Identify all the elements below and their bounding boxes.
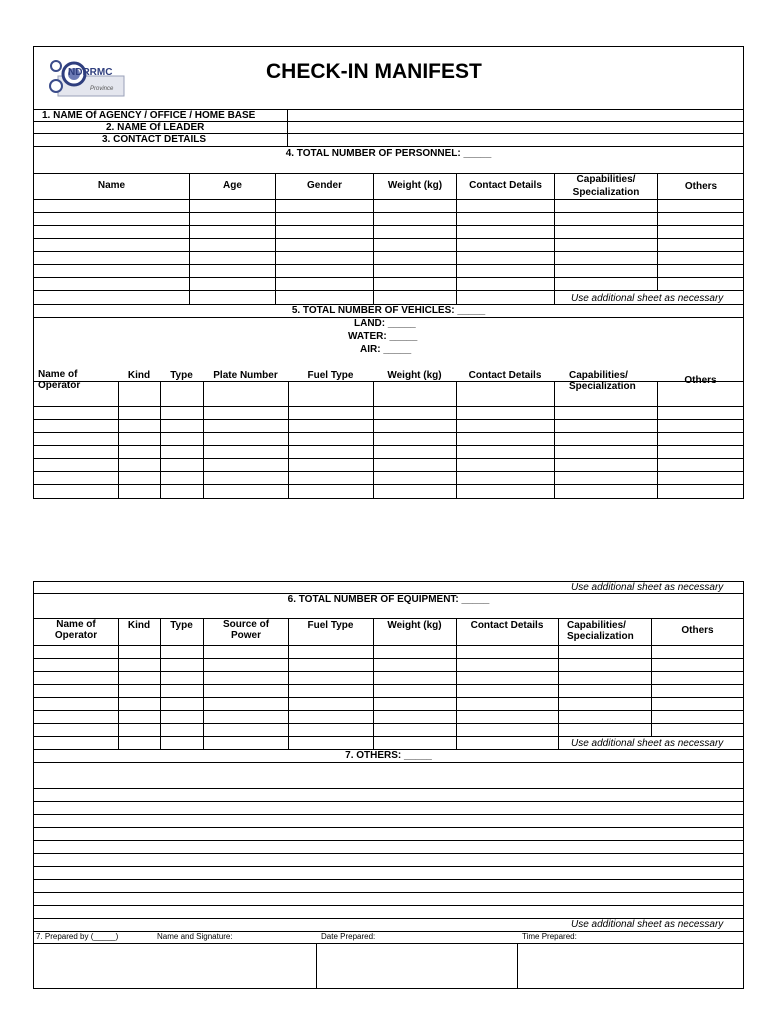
col-header-contact: Contact Details [469, 180, 542, 191]
veh-col-weight: Weight (kg) [387, 370, 442, 381]
eq-col-others: Others [681, 625, 714, 636]
name-signature-field[interactable] [34, 944, 316, 988]
col-header-gender: Gender [306, 180, 342, 191]
eq-col-capabilities: Capabilities/ Specialization [567, 620, 634, 642]
col-header-weight: Weight (kg) [387, 180, 443, 191]
veh-col-plate: Plate Number [213, 370, 278, 381]
land-label: LAND: _____ [354, 318, 416, 329]
veh-col-type: Type [170, 370, 193, 381]
leader-field[interactable] [288, 122, 743, 133]
eq-col-source-power: Source of Power [222, 619, 270, 641]
date-prepared-label: Date Prepared: [321, 932, 376, 941]
eq-col-kind: Kind [127, 620, 151, 631]
equipment-note: Use additional sheet as necessary [571, 738, 724, 749]
water-label: WATER: _____ [348, 331, 418, 342]
veh-col-contact: Contact Details [468, 370, 542, 381]
time-prepared-label: Time Prepared: [522, 932, 577, 941]
agency-field[interactable] [288, 110, 743, 121]
leader-label: 2. NAME Of LEADER [106, 122, 205, 133]
eq-col-operator: Name of Operator [54, 619, 98, 641]
personnel-note: Use additional sheet as necessary [571, 293, 724, 304]
eq-col-fuel: Fuel Type [307, 620, 354, 631]
col-header-age: Age [223, 180, 242, 191]
name-signature-label: Name and Signature: [157, 932, 233, 941]
ndrrmc-logo [46, 54, 126, 100]
others-note: Use additional sheet as necessary [571, 919, 724, 930]
time-prepared-field[interactable] [518, 944, 743, 988]
prepared-by-label: 7. Prepared by (_____) [36, 932, 119, 941]
others-heading: 7. OTHERS: _____ [345, 750, 432, 761]
agency-label: 1. NAME Of AGENCY / OFFICE / HOME BASE [42, 110, 256, 121]
veh-col-capabilities: Capabilities/ Specialization [569, 370, 636, 392]
col-header-name: Name [97, 180, 126, 191]
contact-details-label: 3. CONTACT DETAILS [102, 134, 207, 145]
personnel-heading: 4. TOTAL NUMBER OF PERSONNEL: _____ [285, 148, 492, 159]
equipment-heading: 6. TOTAL NUMBER OF EQUIPMENT: _____ [287, 594, 490, 605]
veh-col-operator: Name of Operator [38, 369, 81, 391]
eq-col-weight: Weight (kg) [387, 620, 442, 631]
col-header-others: Others [684, 181, 718, 192]
veh-col-fuel: Fuel Type [307, 370, 354, 381]
date-prepared-field[interactable] [317, 944, 517, 988]
logo-text: NDRRMC [68, 67, 113, 78]
air-label: AIR: _____ [360, 344, 412, 355]
eq-col-type: Type [170, 620, 193, 631]
col-header-capabilities: Capabilities/ Specialization [572, 174, 640, 198]
contact-details-field[interactable] [288, 134, 743, 146]
veh-col-kind: Kind [127, 370, 151, 381]
veh-col-others: Others [684, 375, 717, 386]
logo-subtext: Province [90, 86, 114, 92]
equipment-top-note: Use additional sheet as necessary [571, 582, 724, 593]
vehicles-heading: 5. TOTAL NUMBER OF VEHICLES: _____ [291, 305, 486, 316]
form-title: CHECK-IN MANIFEST [266, 60, 482, 83]
eq-col-contact: Contact Details [470, 620, 544, 631]
